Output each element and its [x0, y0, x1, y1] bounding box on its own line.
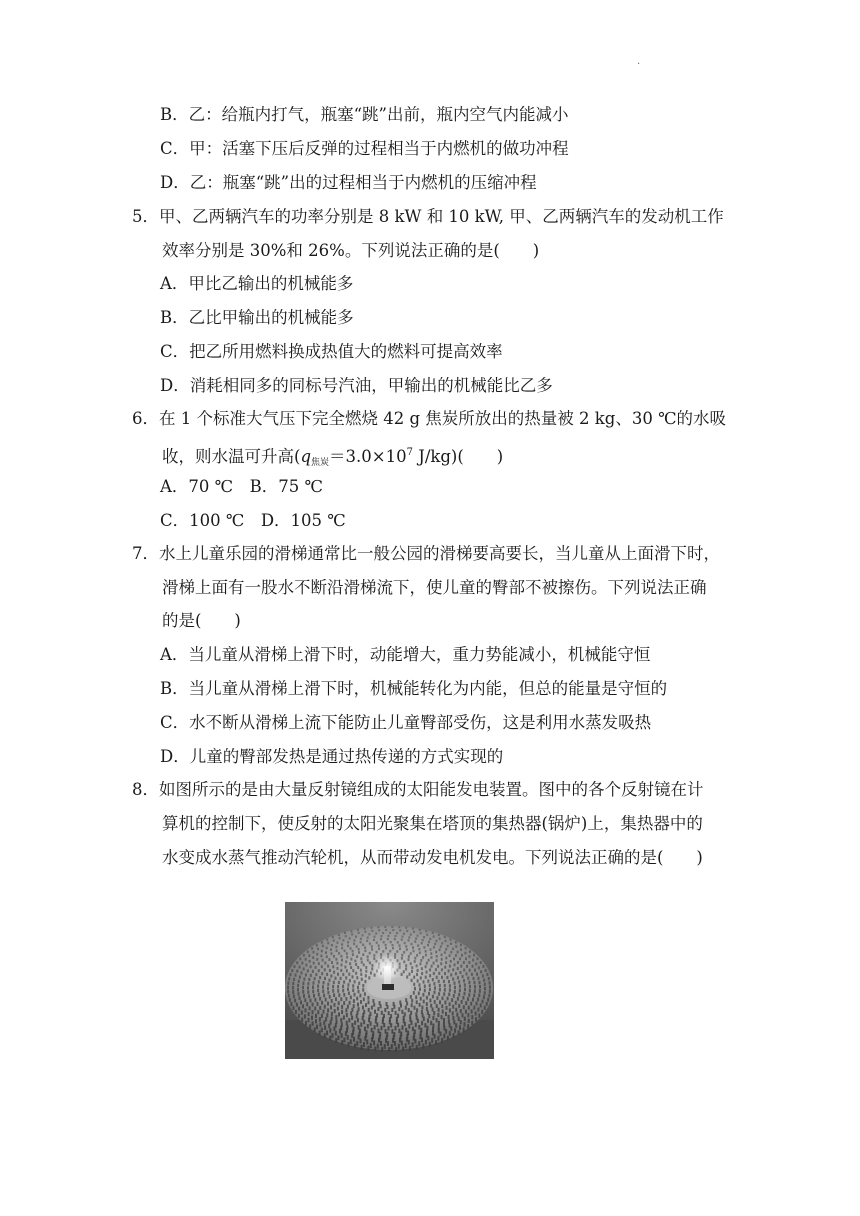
q4-option-d: D．乙：瓶塞“跳”出的过程相当于内燃机的压缩冲程	[160, 173, 537, 192]
q5-option-d: D．消耗相同多的同标号汽油，甲输出的机械能比乙多	[160, 376, 553, 395]
q8-stem-line1: 8．如图所示的是由大量反射镜组成的太阳能发电装置。图中的各个反射镜在计	[132, 780, 704, 799]
q8-stem-line2: 算机的控制下，使反射的太阳光聚集在塔顶的集热器(锅炉)上，集热器中的	[162, 814, 703, 833]
q5-stem-line2: 效率分别是 30%和 26%。下列说法正确的是( )	[162, 241, 540, 260]
solar-tower-photo	[285, 902, 494, 1059]
q6-q-symbol: q	[300, 447, 311, 466]
q5-option-a: A．甲比乙输出的机械能多	[160, 274, 354, 293]
q6-line2-value: ＝3.0×10	[329, 447, 407, 466]
q4-option-b: B．乙：给瓶内打气，瓶塞“跳”出前，瓶内空气内能减小	[160, 105, 569, 124]
q6-options-cd: C．100 ℃ D．105 ℃	[160, 511, 346, 530]
q6-q-subscript: 焦炭	[311, 458, 330, 468]
q6-stem-line2	[162, 442, 503, 474]
q7-option-a: A．当儿童从滑梯上滑下时，动能增大，重力势能减小，机械能守恒	[160, 645, 651, 664]
q6-exponent: 7	[406, 447, 413, 458]
q5-option-c: C．把乙所用燃料换成热值大的燃料可提高效率	[160, 342, 503, 361]
q5-option-b: B．乙比甲输出的机械能多	[160, 308, 354, 327]
q7-option-b: B．当儿童从滑梯上滑下时，机械能转化为内能，但总的能量是守恒的	[160, 679, 668, 698]
q6-stem-line1: 6．在 1 个标准大气压下完全燃烧 42 g 焦炭所放出的热量被 2 kg、30 ℃的水吸	[132, 409, 727, 428]
q7-stem-line1: 7．水上儿童乐园的滑梯通常比一般公园的滑梯要高要长，当儿童从上面滑下时，	[132, 544, 720, 563]
q7-stem-line3: 的是( )	[162, 611, 241, 630]
q6-line2-prefix: 收，则水温可升高(	[162, 447, 301, 466]
q4-option-c: C．甲：活塞下压后反弹的过程相当于内燃机的做功冲程	[160, 139, 569, 158]
q8-stem-line3: 水变成水蒸气推动汽轮机，从而带动发电机发电。下列说法正确的是( )	[162, 848, 703, 867]
q7-option-c: C．水不断从滑梯上流下能防止儿童臀部受伤，这是利用水蒸发吸热	[160, 713, 652, 732]
q7-stem-line2: 滑梯上面有一股水不断沿滑梯流下，使儿童的臀部不被擦伤。下列说法正确	[162, 578, 707, 597]
page-mark: .	[637, 56, 641, 67]
q7-option-d: D．儿童的臀部发热是通过热传递的方式实现的	[160, 747, 504, 766]
q6-line2-suffix: J/kg)( )	[412, 447, 504, 466]
q6-options-ab: A．70 ℃ B．75 ℃	[160, 477, 323, 496]
q5-stem-line1: 5．甲、乙两辆汽车的功率分别是 8 kW 和 10 kW, 甲、乙两辆汽车的发动机工作	[132, 207, 724, 226]
